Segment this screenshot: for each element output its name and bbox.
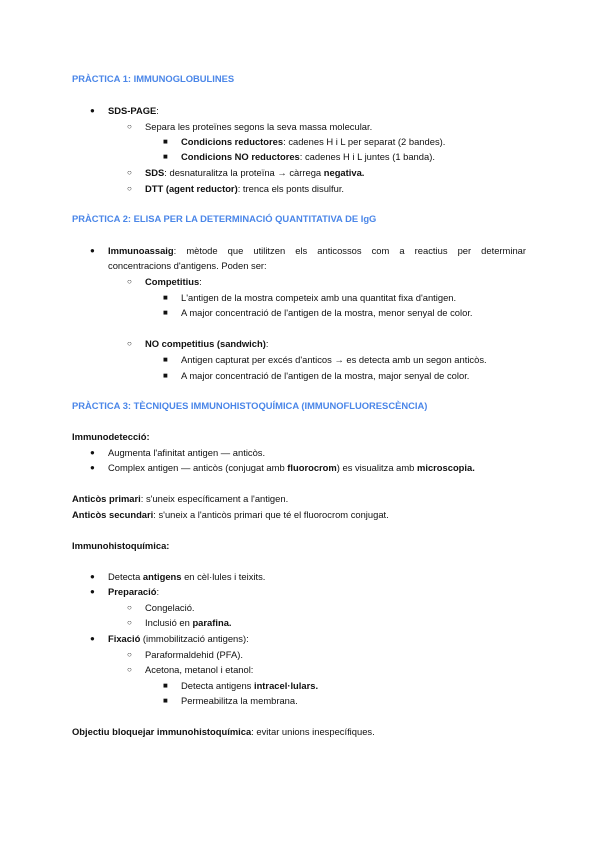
practica2-heading: PRÀCTICA 2: ELISA PER LA DETERMINACIÓ QUANTITATIVA DE IgG (72, 213, 377, 224)
no-reductores-item: Condicions NO reductores: cadenes H i L juntes (1 banda). (181, 151, 435, 162)
circle-bullet-icon: ○ (127, 277, 132, 286)
sds-page-item: SDS-PAGE: (108, 105, 159, 116)
square-bullet-icon: ■ (163, 308, 168, 317)
circle-bullet-icon: ○ (127, 168, 132, 177)
fixacio-item: Fixació (immobilització antigens): (108, 633, 249, 644)
competitius-sub-item: L'antigen de la mostra competeix amb una quantitat fixa d'antigen. (181, 292, 457, 303)
dtt-item: DTT (agent reductor): trenca els ponts disulfur. (145, 183, 345, 194)
immunoassaig-item: Immunoassaig: mètode que utilitzen els anticossos com a reactius per determinar (108, 245, 526, 256)
circle-bullet-icon: ○ (127, 339, 132, 348)
sds-item: SDS: desnaturalitza la proteïna → càrrega negativa. (145, 167, 365, 178)
disc-bullet-icon: ● (90, 106, 95, 115)
square-bullet-icon: ■ (163, 152, 168, 161)
square-bullet-icon: ■ (163, 355, 168, 364)
reductores-item: Condicions reductores: cadenes H i L per separat (2 bandes). (181, 136, 446, 147)
afinitat-item: Augmenta l'afinitat antigen — anticòs. (108, 447, 266, 458)
no-competitius-item: NO competitius (sandwich): (145, 338, 269, 349)
no-competitius-sub-item: A major concentració de l'antigen de la mostra, major senyal de color. (181, 370, 470, 381)
competitius-item: Competitius: (145, 276, 202, 287)
acetona-item: Acetona, metanol i etanol: (145, 664, 254, 675)
disc-bullet-icon: ● (90, 463, 95, 472)
circle-bullet-icon: ○ (127, 184, 132, 193)
practica1-heading: PRÀCTICA 1: IMMUNOGLOBULINES (72, 73, 235, 84)
immunoassaig-line2: concentracions d'antigens. Poden ser: (108, 260, 267, 271)
anticos-secundari: Anticòs secundari: s'uneix a l'anticòs primari que té el fluorocrom conjugat. (72, 509, 389, 520)
pfa-item: Paraformaldehid (PFA). (145, 649, 243, 660)
disc-bullet-icon: ● (90, 572, 95, 581)
competitius-sub-item: A major concentració de l'antigen de la mostra, menor senyal de color. (181, 307, 473, 318)
anticos-primari: Anticòs primari: s'uneix específicament a l'antigen. (72, 493, 289, 504)
disc-bullet-icon: ● (90, 448, 95, 457)
circle-bullet-icon: ○ (127, 122, 132, 131)
practica3-heading: PRÀCTICA 3: TÈCNIQUES IMMUNOHISTOQUÍMICA (IMMUNOFLUORESCÈNCIA) (72, 400, 428, 411)
inclusio-item: Inclusió en parafina. (145, 617, 232, 628)
separa-item: Separa les proteïnes segons la seva massa molecular. (145, 121, 373, 132)
preparacio-item: Preparació: (108, 586, 160, 597)
complex-item: Complex antigen — anticòs (conjugat amb fluorocrom) es visualitza amb microscopia. (108, 462, 475, 473)
disc-bullet-icon: ● (90, 634, 95, 643)
circle-bullet-icon: ○ (127, 603, 132, 612)
disc-bullet-icon: ● (90, 587, 95, 596)
square-bullet-icon: ■ (163, 681, 168, 690)
detecta-item: Detecta antigens en cèl·lules i teixits. (108, 571, 266, 582)
circle-bullet-icon: ○ (127, 665, 132, 674)
immunohistoquimica-title: Immunohistoquímica: (72, 540, 170, 551)
intracel-item: Detecta antigens intracel·lulars. (181, 680, 319, 691)
permeabilitza-item: Permeabilitza la membrana. (181, 695, 298, 706)
immunodeteccio-title: Immunodetecció: (72, 431, 150, 442)
square-bullet-icon: ■ (163, 371, 168, 380)
objectiu-bloquejar: Objectiu bloquejar immunohistoquímica: evitar unions inespecífiques. (72, 726, 375, 737)
no-competitius-sub-item: Antigen capturat per excés d'anticos → es detecta amb un segon anticòs. (181, 354, 487, 365)
congelacio-item: Congelació. (145, 602, 195, 613)
square-bullet-icon: ■ (163, 696, 168, 705)
square-bullet-icon: ■ (163, 293, 168, 302)
disc-bullet-icon: ● (90, 246, 95, 255)
circle-bullet-icon: ○ (127, 618, 132, 627)
square-bullet-icon: ■ (163, 137, 168, 146)
circle-bullet-icon: ○ (127, 650, 132, 659)
